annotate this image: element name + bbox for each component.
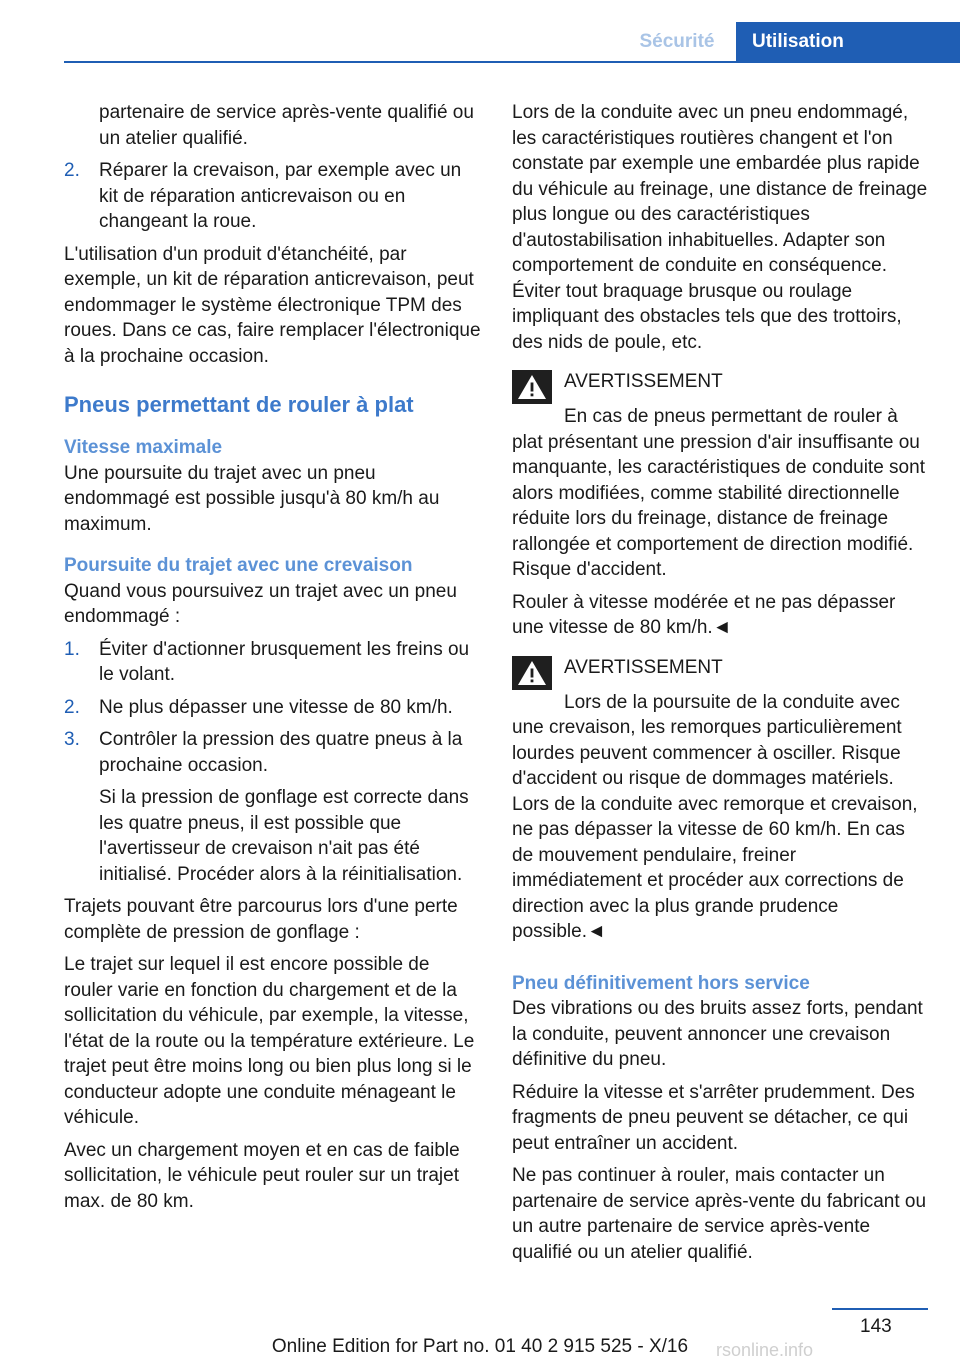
- list-number: 2.: [64, 160, 80, 181]
- list-item: [64, 637, 482, 688]
- section-title: Pneus permettant de rouler à plat: [64, 392, 414, 417]
- warning-triangle-icon: [512, 656, 552, 690]
- tpm-paragraph: L'utilisation d'un produit d'étanchéité, par exemple, un kit de réparation anticrevaison, peut endommager le système électronique TPM des roues. Dans ce cas, faire remplacer l'électronique à la prochaine occasion.: [64, 243, 481, 367]
- warning-triangle-icon: [512, 370, 552, 404]
- footer-rule: [832, 1308, 928, 1310]
- hors-service-paragraph-2: Réduire la vitesse et s'arrêter prudemment. Des fragments de pneu peuvent se détacher, ce qui peut entraîner un accident.: [512, 1081, 915, 1154]
- list-number: 1.: [64, 638, 80, 660]
- list-item: [64, 158, 482, 235]
- chargement-paragraph: Avec un chargement moyen et en cas de faible sollicitation, le véhicule peut rouler sur un trajet max. de 80 km.: [64, 1139, 460, 1212]
- right-column: [512, 100, 928, 1272]
- header-rule: [64, 61, 960, 63]
- hors-service-paragraph-1: Des vibrations ou des bruits assez forts, pendant la conduite, peuvent annoncer une crevaison définitive du pneu.: [512, 998, 923, 1070]
- subheading-hors-service: Pneu définitivement hors service: [512, 972, 810, 994]
- edition-footer: Online Edition for Part no. 01 40 2 915 525 - X/16: [271, 1336, 689, 1357]
- list-item: [64, 727, 482, 778]
- trajet-paragraph: Le trajet sur lequel il est encore possible de rouler varie en fonction du chargement et de la sollicitation du véhicule, par exemple, la vitesse, l'état de la route ou la température extérieure. Le trajet peut être moins long ou bien plus long si le conducteur adopte une conduite ménageant le véhicule.: [64, 954, 475, 1128]
- conduite-paragraph: Lors de la conduite avec un pneu endommagé, les caractéristiques routières changent et l'on constate par exemple une embardée plus rapide du véhicule au freinage, une distance de freinage plus longue ou des caractéristiques d'autostabilisation inhabituelles. Adapter son comportement de conduite en conséquence. Éviter tout braquage brusque ou roulage impliquant des obstacles tels que des trottoirs, des nids de poule, etc.: [512, 102, 928, 353]
- tab-utilisation[interactable]: Utilisation: [736, 22, 960, 62]
- subheading-poursuite: Poursuite du trajet avec une crevaison: [64, 555, 413, 576]
- vitesse-paragraph: Une poursuite du trajet avec un pneu endommagé est possible jusqu'à 80 km/h au maximum.: [64, 462, 440, 535]
- warning-body: Lors de la poursuite de la conduite avec une crevaison, les remorques particulièrement lourdes peuvent commencer à osciller. Risque d'accident ou risque de dommages matériels. Lors de la conduite avec remorque et crevaison, ne pas dépasser la vitesse de 60 km/h. En cas de mouvement pendulaire, freiner immédiatement et procéder aux corrections de direction avec la plus grande prudence possible.◄: [512, 691, 918, 942]
- continued-step-text: partenaire de service après-vente qualifié ou un atelier qualifié.: [99, 102, 474, 149]
- warning-block: [512, 655, 928, 945]
- poursuite-intro: Quand vous poursuivez un trajet avec un pneu endommagé :: [64, 580, 457, 627]
- warning-block: [512, 369, 928, 583]
- list-text: Réparer la crevaison, par exemple avec un kit de réparation anticrevaison ou en changeant la roue.: [99, 160, 462, 232]
- page-number: 143: [860, 1316, 892, 1337]
- hors-service-paragraph-3: Ne pas continuer à rouler, mais contacter un partenaire de service après-vente du fabricant ou un autre partenaire de service après-vente qualifié ou un atelier qualifié.: [512, 1165, 927, 1263]
- item3-extra-paragraph: Si la pression de gonflage est correcte dans les quatre pneus, il est possible que l'avertisseur de crevaison n'ait pas été initialisé. Procéder alors à la réinitialisation.: [99, 787, 469, 885]
- trajets-paragraph: Trajets pouvant être parcourus lors d'une perte complète de pression de gonflage :: [64, 896, 458, 943]
- tab-securite[interactable]: Sécurité: [639, 31, 715, 52]
- list-text: Ne plus dépasser une vitesse de 80 km/h.: [99, 696, 453, 718]
- list-number: 3.: [64, 729, 80, 750]
- list-text: Contrôler la pression des quatre pneus à la prochaine occasion.: [99, 729, 463, 776]
- warning-title: AVERTISSEMENT: [564, 656, 723, 678]
- list-text: Éviter d'actionner brusquement les freins ou le volant.: [99, 638, 470, 685]
- left-column: [64, 100, 482, 1221]
- list-number: 2.: [64, 696, 80, 718]
- list-item: [64, 695, 482, 721]
- subheading-vitesse-maximale: Vitesse maximale: [64, 437, 223, 458]
- warning-title: AVERTISSEMENT: [564, 371, 723, 392]
- watermark: rsonline.info: [716, 1340, 814, 1360]
- warning-body: En cas de pneus permettant de rouler à plat présentant une pression d'air insuffisante ou manquante, les caractéristiques de conduite sont alors modifiées, comme stabilité directionnelle réduite lors du freinage, distance de freinage rallongée et comportement de direction modifié. Risque d'accident.: [512, 406, 925, 580]
- warning-followup: Rouler à vitesse modérée et ne pas dépasser une vitesse de 80 km/h.◄: [512, 591, 896, 638]
